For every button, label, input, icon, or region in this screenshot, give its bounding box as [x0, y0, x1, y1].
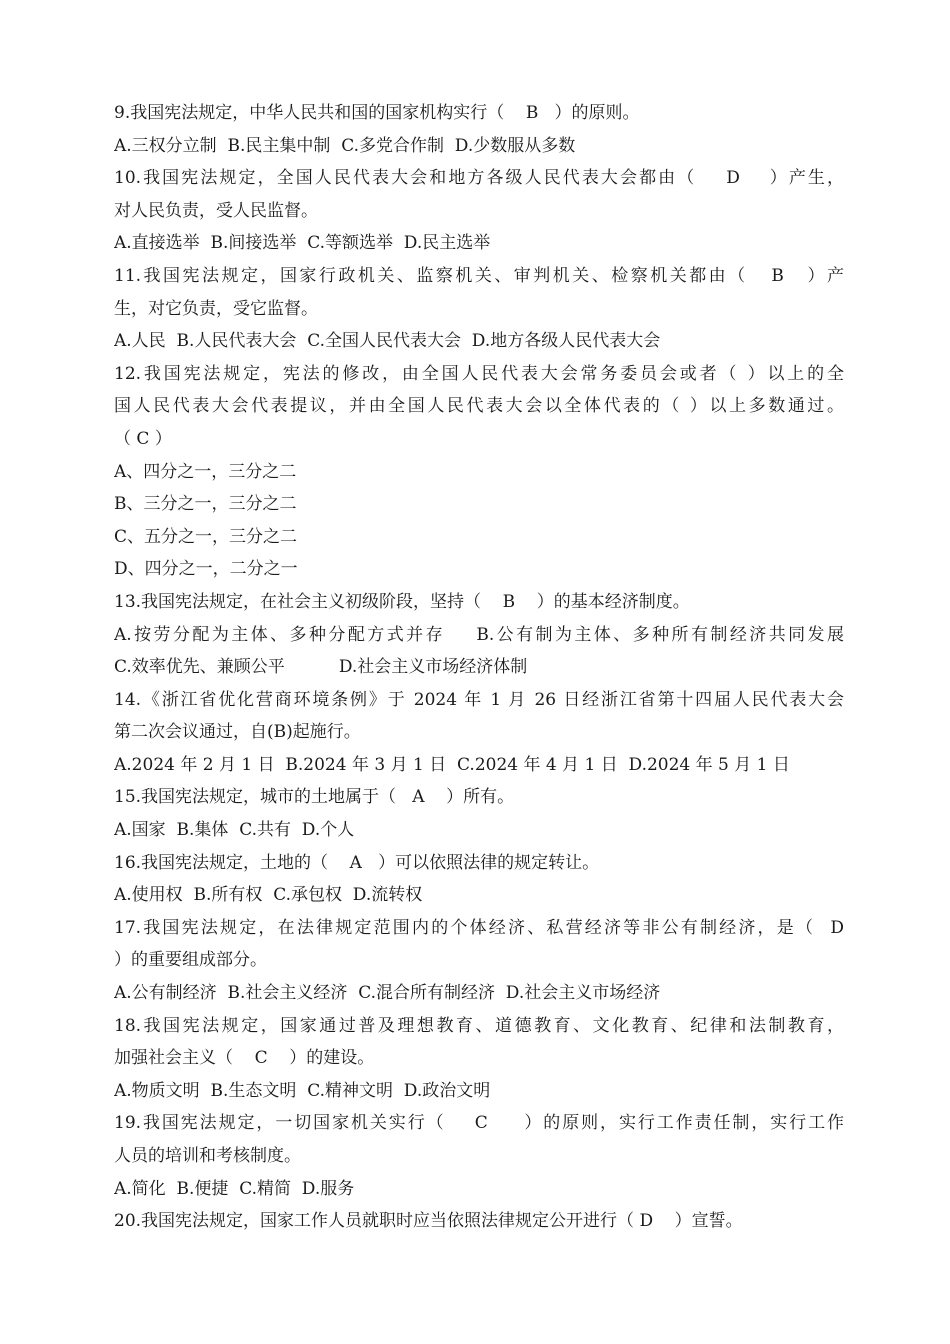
question-11: 11.我国宪法规定，国家行政机关、监察机关、审判机关、检察机关都由（ B ）产: [114, 265, 844, 286]
question-20: 20.我国宪法规定，国家工作人员就职时应当依照法律规定公开进行（ D ）宣誓。: [114, 1211, 743, 1232]
options-11: A.人民 B.人民代表大会 C.全国人民代表大会 D.地方各级人民代表大会: [114, 331, 661, 352]
question-17-cont: ）的重要组成部分。: [114, 950, 267, 971]
option-12-d: D、四分之一，二分之一: [114, 559, 298, 580]
options-9: A.三权分立制 B.民主集中制 C.多党合作制 D.少数服从多数: [114, 135, 576, 156]
question-12-cont: 国人民代表大会代表提议，并由全国人民代表大会以全体代表的（ ）以上多数通过。: [114, 396, 844, 417]
question-9: 9.我国宪法规定，中华人民共和国的国家机构实行（ B ）的原则。: [114, 103, 640, 123]
question-14: 14.《浙江省优化营商环境条例》于 2024 年 1 月 26 日经浙江省第十四届人民代表大会: [114, 689, 844, 710]
question-18: 18.我国宪法规定，国家通过普及理想教育、道德教育、文化教育、纪律和法制教育，: [114, 1015, 844, 1036]
option-12-a: A、四分之一，三分之二: [114, 461, 297, 482]
question-16: 16.我国宪法规定，土地的（ A ）可以依照法律的规定转让。: [114, 852, 600, 873]
option-12-b: B、三分之一，三分之二: [114, 494, 297, 515]
document-page: [114, 97, 844, 1238]
question-19: 19.我国宪法规定，一切国家机关实行（ C ）的原则，实行工作责任制，实行工作: [114, 1113, 844, 1134]
option-12-c: C、五分之一，三分之二: [114, 526, 298, 547]
options-13-ab: A.按劳分配为主体、多种分配方式并存 B.公有制为主体、多种所有制经济共同发展: [114, 624, 844, 645]
options-15: A.国家 B.集体 C.共有 D.个人: [114, 820, 355, 841]
options-16: A.使用权 B.所有权 C.承包权 D.流转权: [114, 885, 423, 906]
options-19: A.简化 B.便捷 C.精简 D.服务: [114, 1178, 355, 1199]
question-14-cont: 第二次会议通过，自(B)起施行。: [114, 722, 361, 743]
question-18-cont: 加强社会主义（ C ）的建设。: [114, 1048, 375, 1069]
answer-12: （ C ）: [114, 428, 172, 449]
options-10: A.直接选举 B.间接选举 C.等额选举 D.民主选举: [114, 233, 491, 254]
options-13-cd: C.效率优先、兼顾公平 D.社会主义市场经济体制: [114, 657, 528, 678]
question-12: 12.我国宪法规定，宪法的修改，由全国人民代表大会常务委员会或者（ ）以上的全: [114, 363, 844, 384]
question-17: 17.我国宪法规定，在法律规定范围内的个体经济、私营经济等非公有制经济，是（ D: [114, 917, 844, 938]
question-13: 13.我国宪法规定，在社会主义初级阶段，坚持（ B ）的基本经济制度。: [114, 591, 690, 612]
question-10: 10.我国宪法规定，全国人民代表大会和地方各级人民代表大会都由（ D ）产生，: [114, 168, 844, 189]
question-10-cont: 对人民负责，受人民监督。: [114, 200, 318, 221]
question-19-cont: 人员的培训和考核制度。: [114, 1146, 301, 1166]
options-18: A.物质文明 B.生态文明 C.精神文明 D.政治文明: [114, 1080, 491, 1101]
question-15: 15.我国宪法规定，城市的土地属于（ A ）所有。: [114, 787, 515, 808]
options-17: A.公有制经济 B.社会主义经济 C.混合所有制经济 D.社会主义市场经济: [114, 983, 661, 1004]
options-14: A.2024 年 2 月 1 日 B.2024 年 3 月 1 日 C.2024 年 4 月 1 日 D.2024 年 5 月 1 日: [114, 754, 790, 775]
question-11-cont: 生，对它负责，受它监督。: [114, 298, 318, 319]
